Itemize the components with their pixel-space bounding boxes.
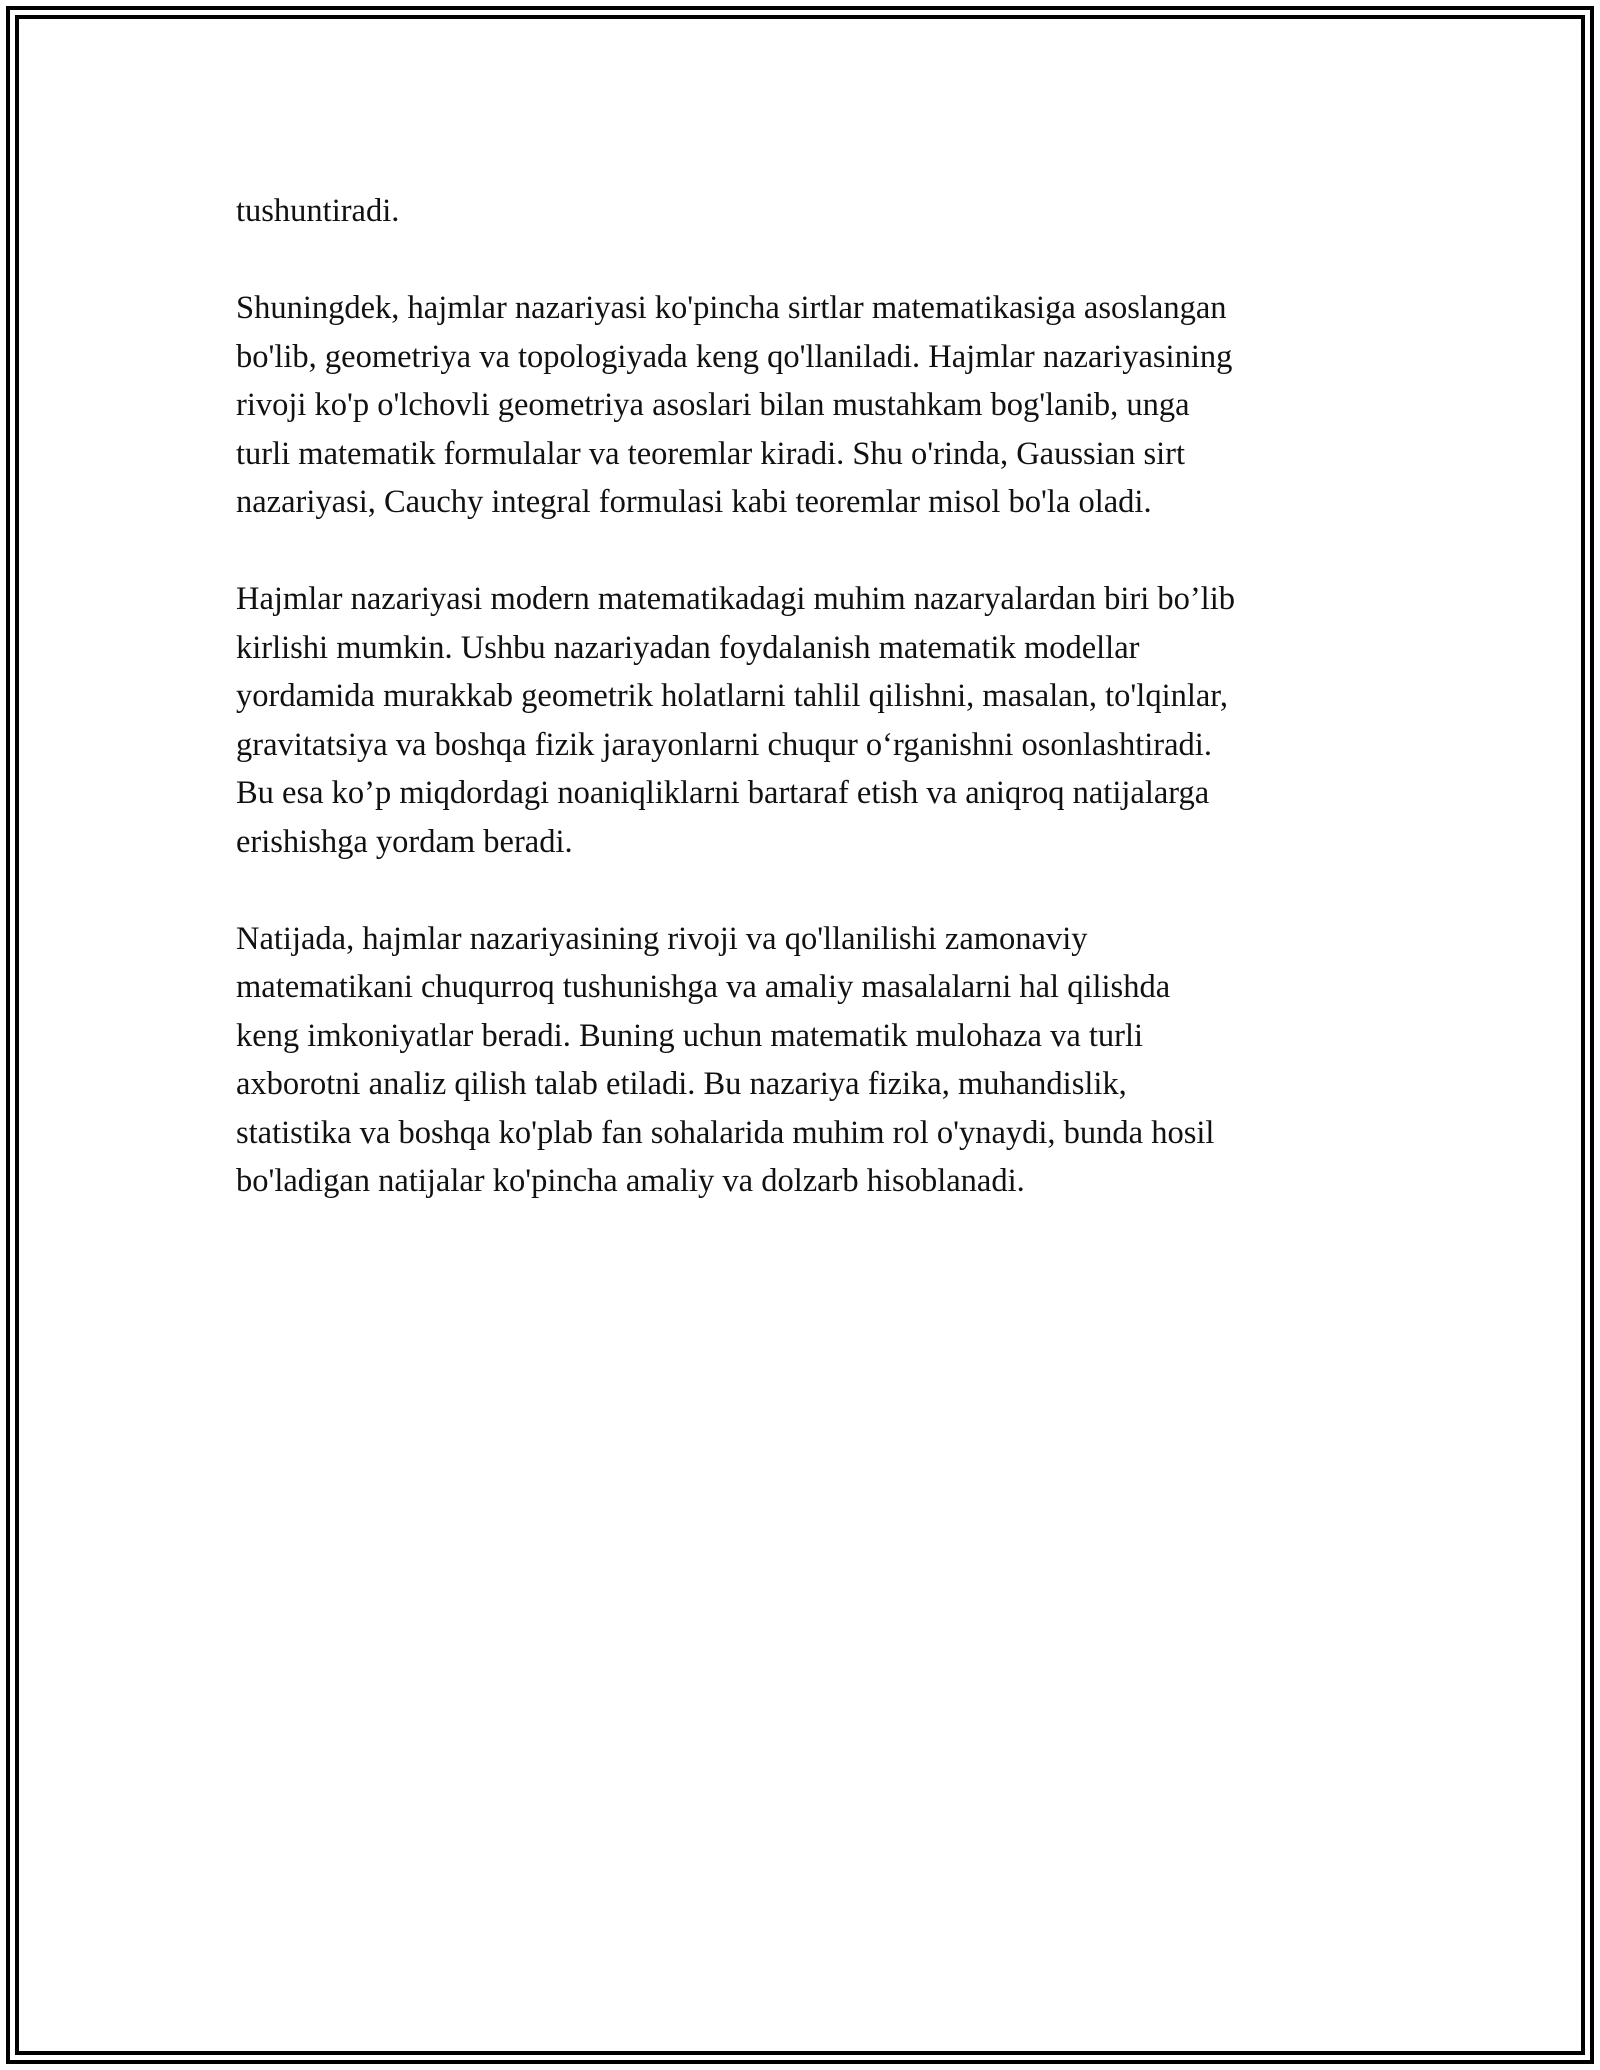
text-line: yordamida murakkab geometrik holatlarni tahlil qilishni, masalan, to'lqinlar, (236, 678, 1228, 714)
text-line: Shuningdek, hajmlar nazariyasi ko'pincha sirtlar matematikasiga asoslangan (236, 290, 1227, 326)
text-line: axborotni analiz qilish talab etiladi. Bu nazariya fizika, muhandislik, (236, 1066, 1127, 1102)
text-line: erishishga yordam beradi. (236, 823, 573, 860)
text-line: Bu esa ko’p miqdordagi noaniqliklarni bartaraf etish va aniqroq natijalarga (236, 775, 1210, 811)
text-line: bo'lib, geometriya va topologiyada keng qo'llaniladi. Hajmlar nazariyasining (236, 338, 1233, 375)
paragraph-3 (236, 575, 1386, 866)
text-line: Natijada, hajmlar nazariyasining rivoji va qo'llanilishi zamonaviy (236, 920, 1088, 957)
text-line: turli matematik formulalar va teoremlar kiradi. Shu o'rinda, Gaussian sirt (236, 435, 1185, 472)
paragraph-4 (236, 915, 1386, 1206)
text-line: Hajmlar nazariyasi modern matematikadagi muhim nazaryalardan biri bo’lib (236, 581, 1235, 617)
text-line: statistika va boshqa ko'plab fan sohalarida muhim rol o'ynaydi, bunda hosil (236, 1114, 1215, 1151)
paragraph-2 (236, 284, 1386, 527)
paragraph-1 (236, 187, 1386, 236)
text-line: bo'ladigan natijalar ko'pincha amaliy va dolzarb hisoblanadi. (236, 1163, 1025, 1199)
text-line: keng imkoniyatlar beradi. Buning uchun matematik mulohaza va turli (236, 1017, 1144, 1054)
text-line: matematikani chuqurroq tushunishga va amaliy masalalarni hal qilishda (236, 969, 1171, 1005)
text-line: rivoji ko'p o'lchovli geometriya asoslari bilan mustahkam bog'lanib, unga (236, 387, 1190, 423)
text-line: tushuntiradi. (236, 193, 400, 229)
text-line: gravitatsiya va boshqa fizik jarayonlarni chuqur o‘rganishni osonlashtiradi. (236, 726, 1212, 763)
text-line: kirlishi mumkin. Ushbu nazariyadan foydalanish matematik modellar (236, 629, 1140, 666)
text-line: nazariyasi, Cauchy integral formulasi kabi teoremlar misol bo'la oladi. (236, 484, 1152, 520)
document-body (236, 187, 1386, 1254)
